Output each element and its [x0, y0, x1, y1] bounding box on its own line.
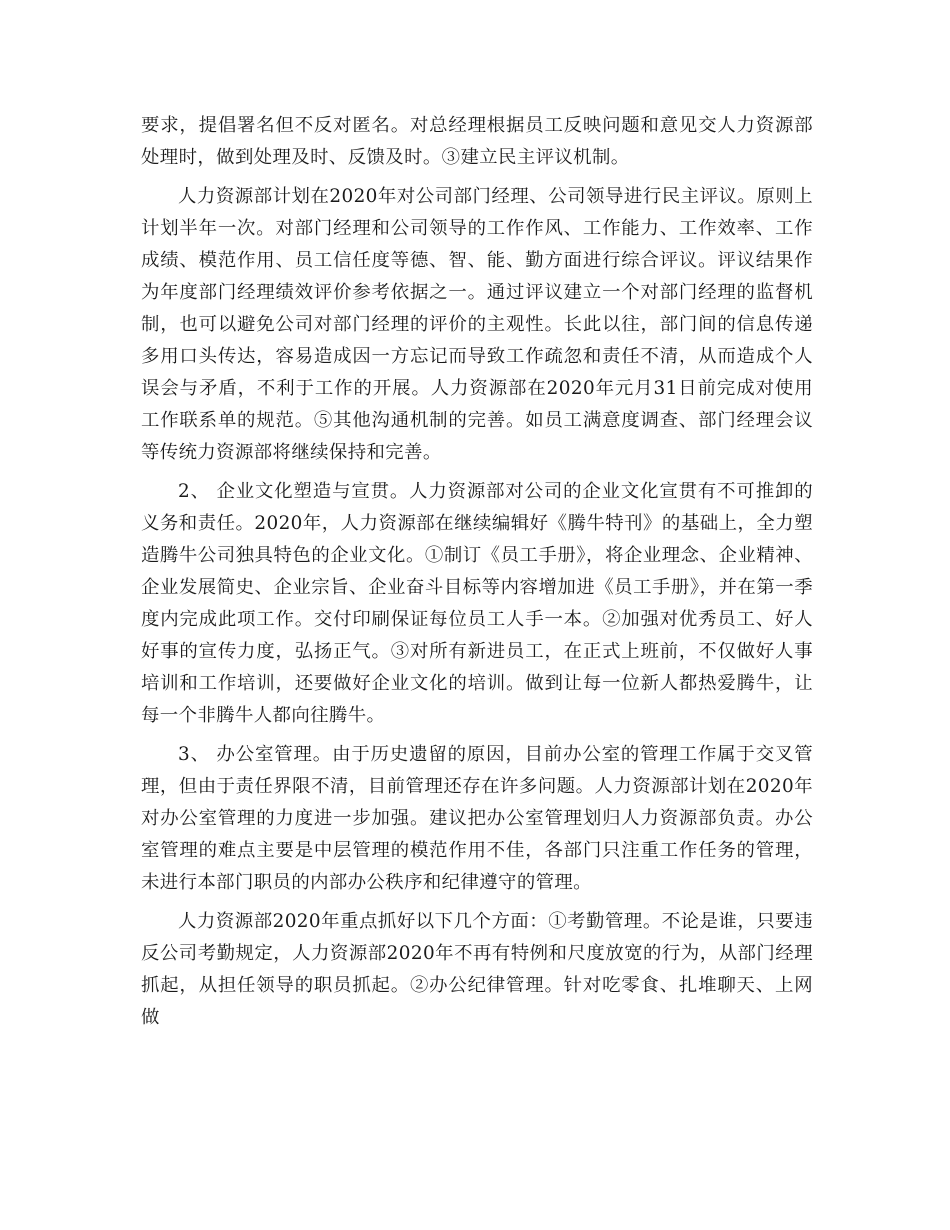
paragraph-5: 人力资源部2020年重点抓好以下几个方面：①考勤管理。不论是谁，只要违反公司考勤规定，人力资源部2020年不再有特例和尺度放宽的行为，从部门经理抓起，从担任领导的职员抓起。②办公纪律管理。针对吃零食、扎堆聊天、上网做: [141, 911, 813, 1028]
paragraph-2: 人力资源部计划在2020年对公司部门经理、公司领导进行民主评议。原则上计划半年一次。对部门经理和公司领导的工作作风、工作能力、工作效率、工作成绩、模范作用、员工信任度等德、智、能、勤方面进行综合评议。评议结果作为年度部门经理绩效评价参考依据之一。通过评议建立一个对部门经理的监督机制，也可以避免公司对部门经理的评价的主观性。长此以往，部门间的信息传递多用口头传达，容易造成因一方忘记而导致工作疏忽和责任不清，从而造成个人误会与矛盾，不利于工作的开展。人力资源部在2020年元月31日前完成对使用工作联系单的规范。⑤其他沟通机制的完善。如员工满意度调查、部门经理会议等传统力资源部将继续保持和完善。: [141, 186, 813, 463]
paragraph-1: 要求，提倡署名但不反对匿名。对总经理根据员工反映问题和意见交人力资源部处理时，做到处理及时、反馈及时。③建立民主评议机制。: [141, 115, 813, 168]
document-page: [141, 110, 813, 1041]
paragraph-3: 2、 企业文化塑造与宣贯。人力资源部对公司的企业文化宣贯有不可推卸的义务和责任。2020年，人力资源部在继续编辑好《腾牛特刊》的基础上，全力塑造腾牛公司独具特色的企业文化。①制订《员工手册》，将企业理念、企业精神、企业发展简史、企业宗旨、企业奋斗目标等内容增加进《员工手册》，并在第一季度内完成此项工作。交付印刷保证每位员工人手一本。②加强对优秀员工、好人好事的宣传力度，弘扬正气。③对所有新进员工，在正式上班前，不仅做好人事培训和工作培训，还要做好企业文化的培训。做到让每一位新人都热爱腾牛，让每一个非腾牛人都向往腾牛。: [141, 481, 813, 726]
paragraph-4: 3、 办公室管理。由于历史遗留的原因，目前办公室的管理工作属于交叉管理，但由于责任界限不清，目前管理还存在许多问题。人力资源部计划在2020年对办公室管理的力度进一步加强。建议把办公室管理划归人力资源部负责。办公室管理的难点主要是中层管理的模范作用不佳，各部门只注重工作任务的管理，未进行本部门职员的内部办公秩序和纪律遵守的管理。: [141, 744, 813, 893]
